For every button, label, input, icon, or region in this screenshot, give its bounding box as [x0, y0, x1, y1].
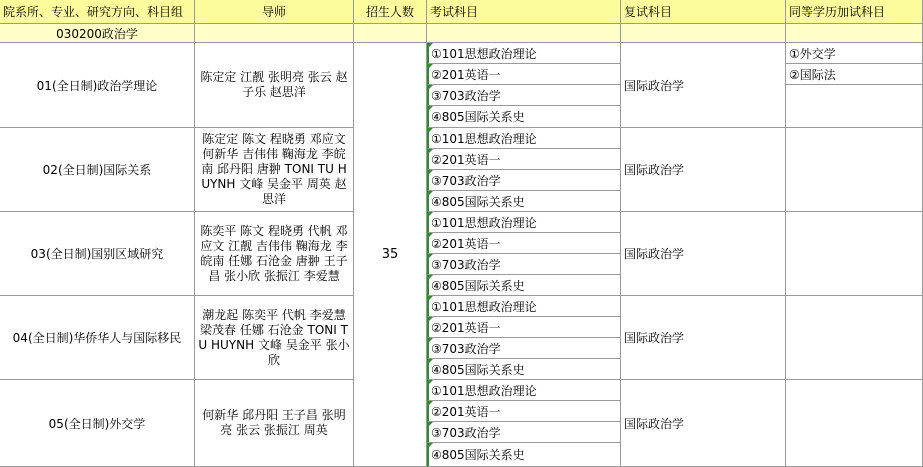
- direction-5-tutors-cell: [195, 380, 354, 467]
- direction-2-tutors-cell: [195, 128, 354, 212]
- direction-5-exam-2: [427, 401, 621, 422]
- extra-empty-2: [786, 128, 923, 212]
- direction-2-retest-cell: [621, 128, 786, 212]
- direction-2-exam-3: [427, 170, 621, 191]
- header-department: [0, 0, 195, 24]
- major-label: 030200政治学: [56, 26, 138, 41]
- exam-label: ④805国际关系史: [431, 448, 525, 462]
- major-exam-empty: [427, 24, 621, 43]
- exam-label: ④805国际关系史: [431, 110, 525, 124]
- direction-4-tutors: 潮龙起 陈奕平 代帆 李爱慧 梁茂春 任娜 石沧金 TONI TU HUYNH 文峰 吴金平 张小欣: [198, 307, 350, 367]
- extra-empty-4: [786, 296, 923, 380]
- direction-5-exam-1: [427, 380, 621, 401]
- direction-3-tutors-cell: [195, 212, 354, 296]
- direction-5-exam-4: [427, 443, 621, 467]
- direction-3-exam-4: [427, 275, 621, 296]
- direction-3-exam-3: [427, 254, 621, 275]
- direction-2-retest: 国际政治学: [624, 163, 685, 177]
- direction-3-name-cell: [0, 212, 195, 296]
- header-department-label: 院系所、专业、研究方向、科目组: [3, 5, 184, 19]
- direction-2-name-cell: [0, 128, 195, 212]
- exam-label: ②201英语一: [431, 320, 501, 335]
- direction-2-exam-4: [427, 191, 621, 212]
- direction-5-name-cell: [0, 380, 195, 467]
- direction-5-exam-3: [427, 422, 621, 443]
- header-exam-label: 考试科目: [430, 5, 479, 19]
- direction-3-exam-2: [427, 233, 621, 254]
- exam-label: ①101思想政治理论: [431, 215, 537, 230]
- direction-1-name: 01(全日制)政治学理论: [36, 78, 158, 93]
- enrollment-count-cell: [354, 43, 427, 467]
- extra-subject-1: ①外交学: [789, 46, 836, 61]
- direction-4-exam-2: [427, 317, 621, 338]
- direction-2-exam-1: [427, 128, 621, 149]
- direction-4-name: 04(全日制)华侨华人与国际移民: [12, 331, 182, 345]
- extra-subject-2: ②国际法: [789, 67, 836, 82]
- exam-label: ③703政治学: [431, 173, 501, 188]
- major-extra-empty: [786, 24, 923, 43]
- direction-1-exam-1: [427, 43, 621, 64]
- direction-5-retest-cell: [621, 380, 786, 467]
- direction-1-retest-cell: [621, 43, 786, 128]
- major-cell: [0, 24, 195, 43]
- extra-empty-3: [786, 212, 923, 296]
- header-extra-label: 同等学历加试科目: [789, 5, 886, 19]
- direction-3-retest: 国际政治学: [624, 247, 685, 261]
- direction-4-exam-3: [427, 338, 621, 359]
- header-tutor: [195, 0, 354, 24]
- header-enrollment: [354, 0, 427, 24]
- header-exam: [427, 0, 621, 24]
- header-retest: [621, 0, 786, 24]
- direction-1-retest: 国际政治学: [624, 78, 685, 93]
- direction-2-name: 02(全日制)国际关系: [42, 163, 152, 177]
- direction-4-name-cell: [0, 296, 195, 380]
- exam-label: ①101思想政治理论: [431, 131, 537, 146]
- exam-label: ②201英语一: [431, 404, 501, 419]
- major-retest-empty: [621, 24, 786, 43]
- direction-4-retest: 国际政治学: [624, 331, 685, 345]
- exam-label: ③703政治学: [431, 341, 501, 356]
- header-extra: [786, 0, 923, 24]
- exam-label: ②201英语一: [431, 152, 501, 167]
- exam-label: ③703政治学: [431, 257, 501, 272]
- exam-label: ②201英语一: [431, 67, 501, 82]
- exam-label: ④805国际关系史: [431, 362, 525, 377]
- exam-label: ①101思想政治理论: [431, 299, 537, 314]
- major-enrollment-empty: [354, 24, 427, 43]
- direction-4-tutors-cell: [195, 296, 354, 380]
- direction-1-exam-2: [427, 64, 621, 85]
- enrollment-count: 35: [381, 247, 399, 262]
- extra-empty-5: [786, 380, 923, 467]
- exam-label: ①101思想政治理论: [431, 383, 537, 398]
- direction-3-name: 03(全日制)国别区域研究: [30, 247, 164, 261]
- exam-label: ③703政治学: [431, 88, 501, 103]
- direction-5-retest: 国际政治学: [624, 416, 685, 431]
- extra-subject-1-cell: [786, 43, 923, 64]
- exam-label: ④805国际关系史: [431, 278, 525, 293]
- exam-label: ②201英语一: [431, 236, 501, 251]
- header-retest-label: 复试科目: [624, 5, 673, 19]
- direction-2-tutors: 陈定定 陈文 程晓勇 邓应文 何新华 吉伟伟 鞠海龙 李皖南 邱丹阳 唐翀 TONI TU HUYNH 文峰 吴金平 周英 赵思洋: [201, 132, 347, 206]
- direction-5-tutors: 何新华 邱丹阳 王子昌 张明亮 张云 张振江 周英: [202, 408, 346, 437]
- direction-2-exam-2: [427, 149, 621, 170]
- direction-5-name: 05(全日制)外交学: [48, 416, 146, 431]
- extra-subject-2-cell: [786, 64, 923, 85]
- direction-3-retest-cell: [621, 212, 786, 296]
- direction-1-exam-4: [427, 106, 621, 128]
- header-enrollment-label: 招生人数: [365, 5, 414, 19]
- direction-1-tutors-cell: [195, 43, 354, 128]
- exam-label: ①101思想政治理论: [431, 46, 537, 61]
- header-tutor-label: 导师: [261, 5, 286, 19]
- extra-empty-1: [786, 85, 923, 128]
- direction-1-exam-3: [427, 85, 621, 106]
- exam-label: ④805国际关系史: [431, 194, 525, 209]
- direction-3-exam-1: [427, 212, 621, 233]
- major-tutor-empty: [195, 24, 354, 43]
- direction-4-exam-1: [427, 296, 621, 317]
- direction-4-exam-4: [427, 359, 621, 380]
- direction-1-name-cell: [0, 43, 195, 128]
- direction-3-tutors: 陈奕平 陈文 程晓勇 代帆 邓应文 江靓 吉伟伟 鞠海龙 李皖南 任娜 石沧金 唐翀 王子昌 张小欣 张振江 李爱慧: [200, 223, 348, 283]
- exam-label: ③703政治学: [431, 425, 501, 440]
- direction-4-retest-cell: [621, 296, 786, 380]
- direction-1-tutors: 陈定定 江靓 张明亮 张云 赵子乐 赵思洋: [200, 70, 348, 99]
